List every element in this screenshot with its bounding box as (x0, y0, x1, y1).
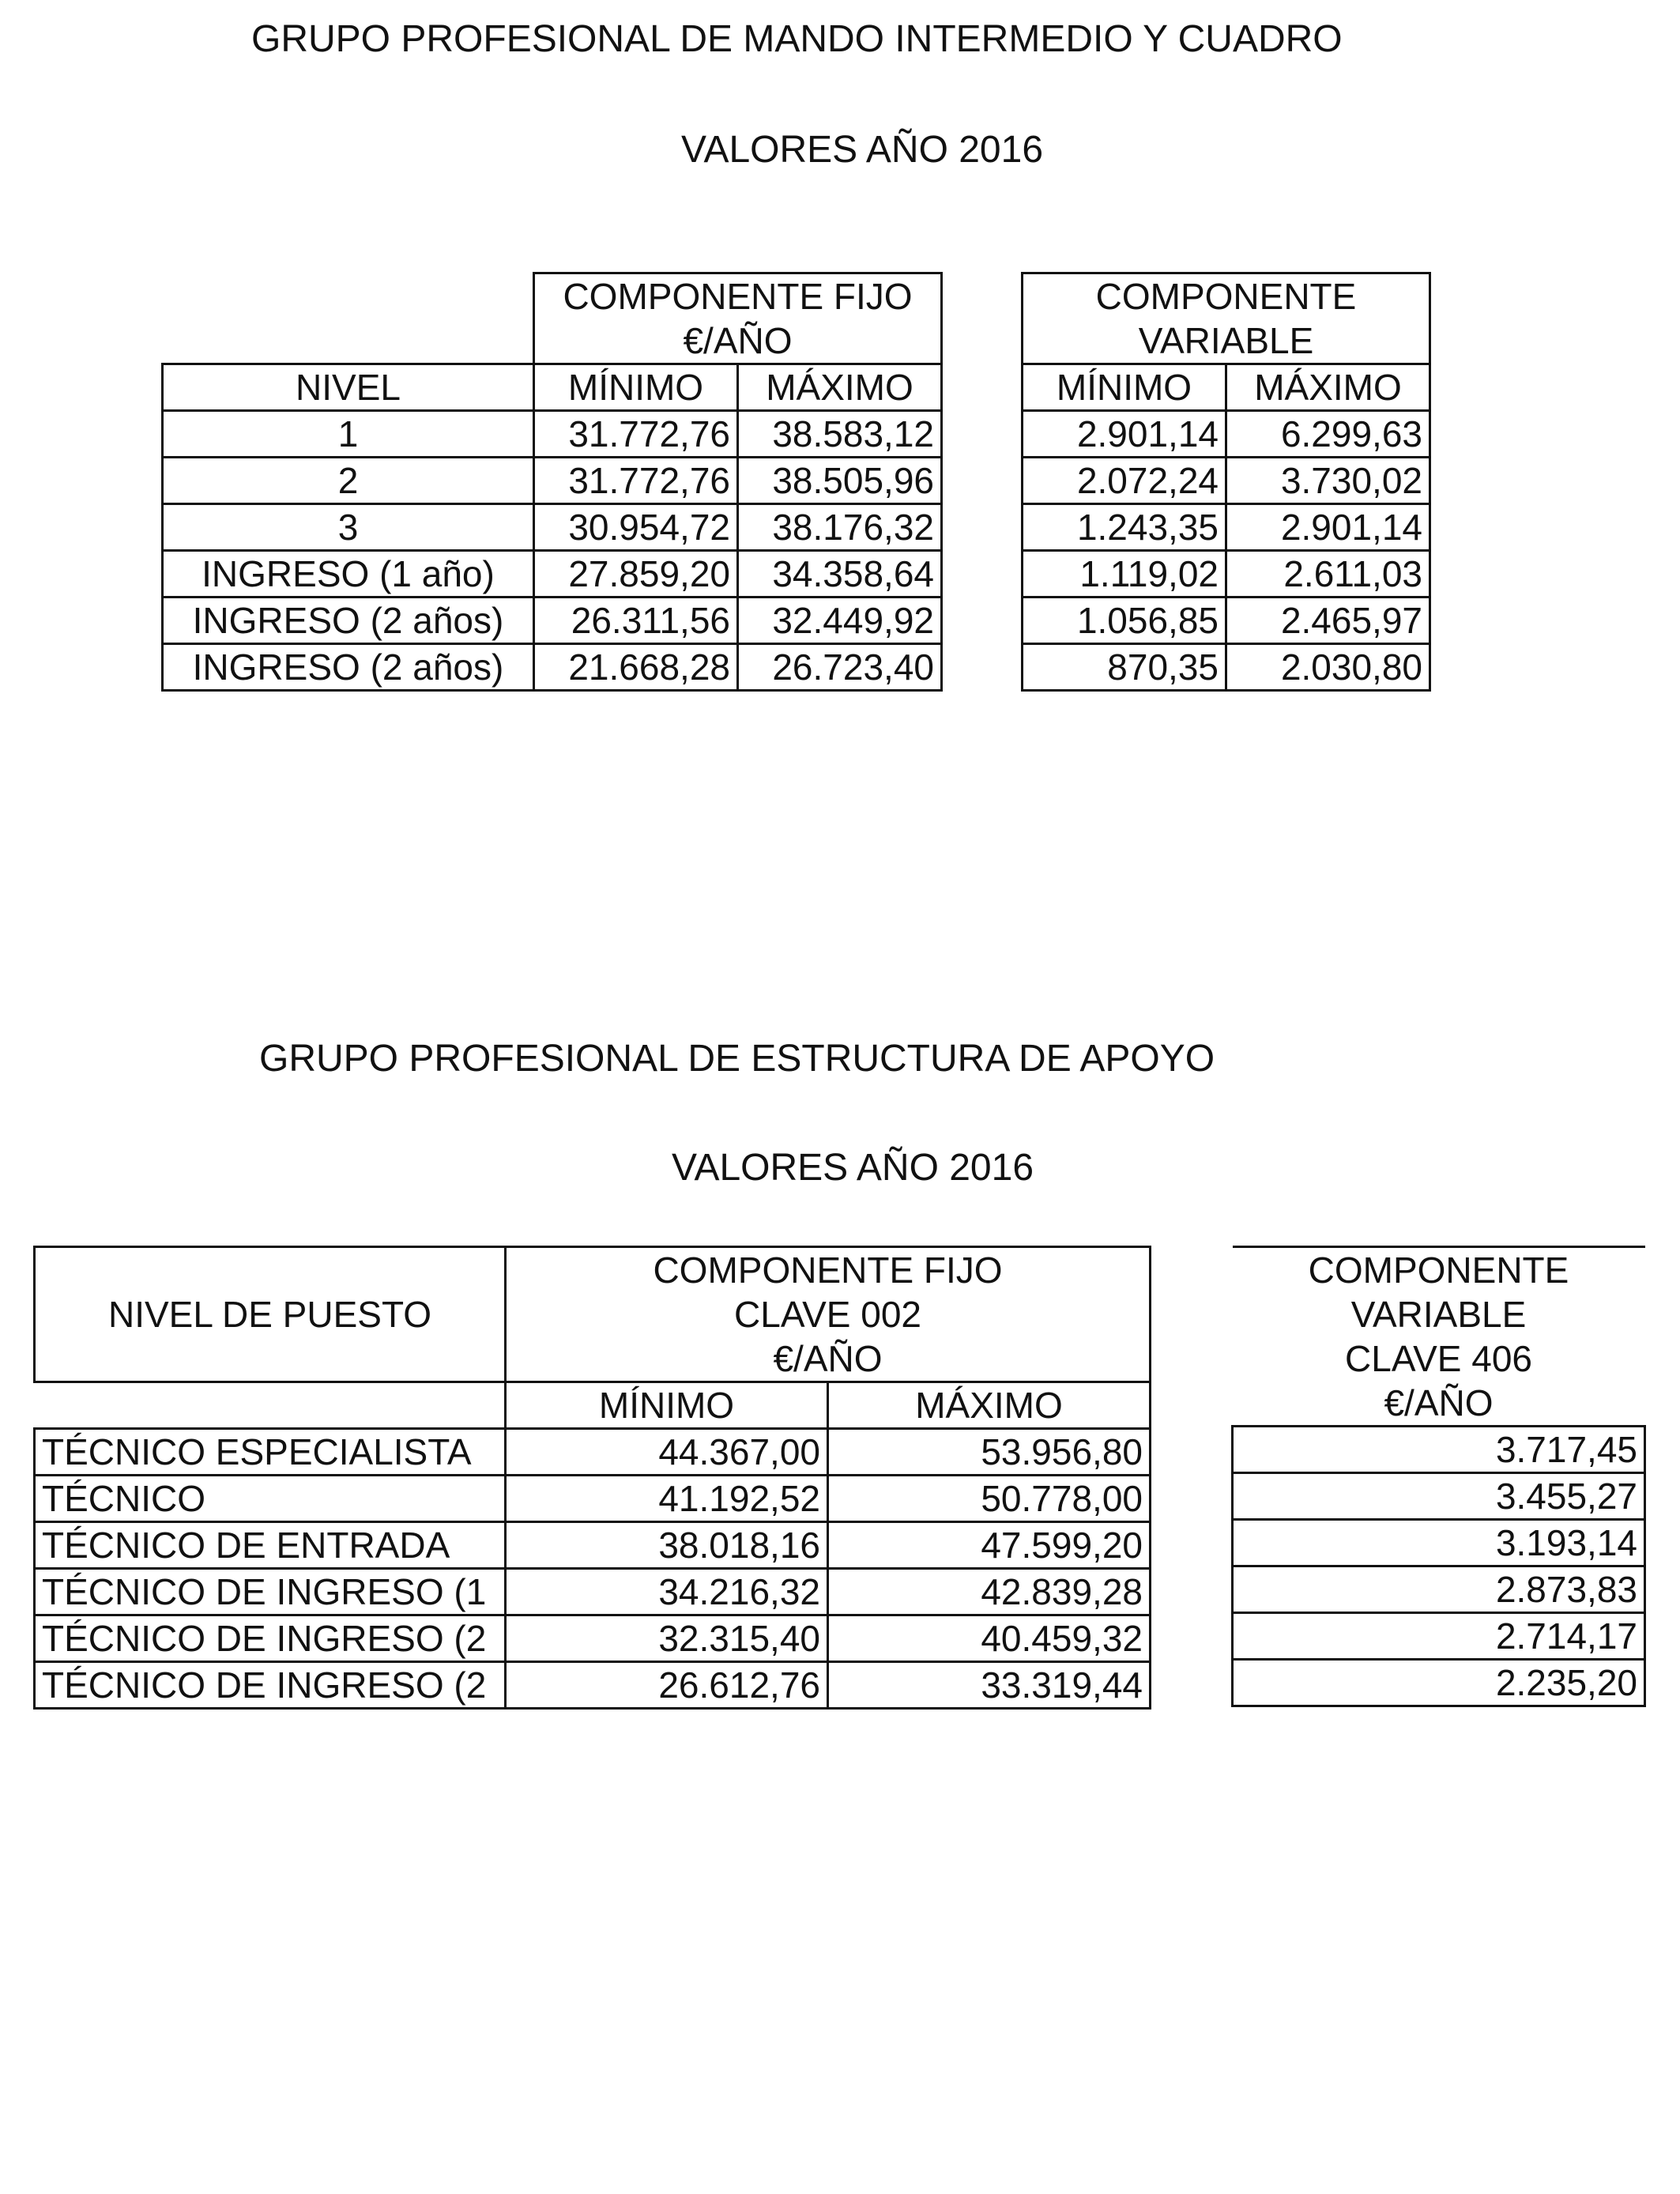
fijo-max-cell: 50.778,00 (828, 1476, 1151, 1522)
section1-title: GRUPO PROFESIONAL DE MANDO INTERMEDIO Y CUADRO (251, 18, 1343, 60)
table-row (163, 551, 942, 598)
table-row (35, 1522, 1151, 1569)
col-max-header: MÁXIMO (738, 364, 942, 411)
table-row (1233, 1427, 1645, 1473)
var-max-cell: 2.901,14 (1226, 504, 1430, 551)
variable-header-line1: COMPONENTE (1023, 273, 1430, 319)
header-spacer (163, 273, 534, 319)
variable-cell: 3.193,14 (1233, 1520, 1645, 1566)
table-row (1233, 1566, 1645, 1613)
var-min-cell: 1.243,35 (1023, 504, 1226, 551)
var-max-cell: 2.030,80 (1226, 644, 1430, 691)
col-max-header: MÁXIMO (1226, 364, 1430, 411)
fijo-min-cell: 31.772,76 (534, 458, 738, 504)
col-nivel-header: NIVEL (163, 364, 534, 411)
variable-cell: 2.235,20 (1233, 1660, 1645, 1706)
table-row (35, 1476, 1151, 1522)
fixed-header-line1: COMPONENTE FIJO (506, 1247, 1151, 1293)
table-row (1233, 1613, 1645, 1660)
variable-header-line3: CLAVE 406 (1345, 1338, 1532, 1379)
nivel-cell: TÉCNICO DE ENTRADA (35, 1522, 506, 1569)
table-row (1023, 411, 1430, 458)
variable-cell: 3.717,45 (1233, 1427, 1645, 1473)
section1-variable-table (1021, 272, 1431, 692)
col-min-header: MÍNIMO (534, 364, 738, 411)
variable-cell: 3.455,27 (1233, 1473, 1645, 1520)
column-header-row (35, 1382, 1151, 1429)
fijo-min-cell: 26.612,76 (506, 1662, 828, 1709)
fijo-max-cell: 33.319,44 (828, 1662, 1151, 1709)
section2-variable-table (1231, 1246, 1646, 1707)
nivel-cell: 1 (163, 411, 534, 458)
table-row (35, 1662, 1151, 1709)
fixed-header-line3: €/AÑO (506, 1336, 1151, 1382)
section2-title: GRUPO PROFESIONAL DE ESTRUCTURA DE APOYO (259, 1038, 1215, 1080)
nivel-cell: TÉCNICO ESPECIALISTA (35, 1429, 506, 1476)
fijo-max-cell: 34.358,64 (738, 551, 942, 598)
nivel-cell: TÉCNICO DE INGRESO (1 (35, 1569, 506, 1615)
fijo-min-cell: 27.859,20 (534, 551, 738, 598)
col-min-header: MÍNIMO (1023, 364, 1226, 411)
table-row (1023, 458, 1430, 504)
variable-cell: 2.873,83 (1233, 1566, 1645, 1613)
variable-header-line2: VARIABLE (1023, 319, 1430, 364)
nivel-cell: TÉCNICO DE INGRESO (2 (35, 1615, 506, 1662)
var-max-cell: 2.465,97 (1226, 598, 1430, 644)
nivel-cell: 3 (163, 504, 534, 551)
fixed-header-line2: €/AÑO (534, 319, 942, 364)
fijo-min-cell: 44.367,00 (506, 1429, 828, 1476)
variable-header-line4: €/AÑO (1384, 1382, 1494, 1423)
table-row (1233, 1473, 1645, 1520)
fijo-max-cell: 40.459,32 (828, 1615, 1151, 1662)
fijo-min-cell: 30.954,72 (534, 504, 738, 551)
table-row (1023, 504, 1430, 551)
table-row (35, 1429, 1151, 1476)
table-row (1023, 598, 1430, 644)
fijo-max-cell: 38.505,96 (738, 458, 942, 504)
table-row (1233, 1660, 1645, 1706)
var-min-cell: 2.072,24 (1023, 458, 1226, 504)
header-spacer (163, 319, 534, 364)
variable-header-line2: VARIABLE (1350, 1294, 1527, 1335)
section2-subtitle: VALORES AÑO 2016 (672, 1147, 1034, 1189)
table-row (163, 411, 942, 458)
column-header-row (163, 364, 942, 411)
column-header-row (1023, 364, 1430, 411)
var-min-cell: 1.056,85 (1023, 598, 1226, 644)
nivel-cell: INGRESO (1 año) (163, 551, 534, 598)
fijo-min-cell: 32.315,40 (506, 1615, 828, 1662)
var-min-cell: 1.119,02 (1023, 551, 1226, 598)
var-max-cell: 3.730,02 (1226, 458, 1430, 504)
nivel-cell: 2 (163, 458, 534, 504)
fijo-max-cell: 42.839,28 (828, 1569, 1151, 1615)
fijo-max-cell: 47.599,20 (828, 1522, 1151, 1569)
variable-cell: 2.714,17 (1233, 1613, 1645, 1660)
var-max-cell: 2.611,03 (1226, 551, 1430, 598)
table-row (35, 1569, 1151, 1615)
nivel-cell: TÉCNICO (35, 1476, 506, 1522)
var-min-cell: 870,35 (1023, 644, 1226, 691)
fijo-max-cell: 38.176,32 (738, 504, 942, 551)
table-row (35, 1615, 1151, 1662)
nivel-cell: TÉCNICO DE INGRESO (2 (35, 1662, 506, 1709)
fijo-min-cell: 31.772,76 (534, 411, 738, 458)
nivel-cell: INGRESO (2 años) (163, 598, 534, 644)
table-row (163, 458, 942, 504)
fixed-header-line2: CLAVE 002 (506, 1292, 1151, 1336)
var-max-cell: 6.299,63 (1226, 411, 1430, 458)
fijo-min-cell: 34.216,32 (506, 1569, 828, 1615)
fijo-max-cell: 53.956,80 (828, 1429, 1151, 1476)
section1-subtitle: VALORES AÑO 2016 (681, 129, 1044, 171)
table-row (163, 598, 942, 644)
table-row (163, 504, 942, 551)
fijo-max-cell: 32.449,92 (738, 598, 942, 644)
col-min-header: MÍNIMO (506, 1382, 828, 1429)
table-row (1233, 1520, 1645, 1566)
var-min-cell: 2.901,14 (1023, 411, 1226, 458)
fijo-min-cell: 21.668,28 (534, 644, 738, 691)
table-row (1023, 551, 1430, 598)
fijo-min-cell: 38.018,16 (506, 1522, 828, 1569)
fijo-min-cell: 41.192,52 (506, 1476, 828, 1522)
table-row (1023, 644, 1430, 691)
fixed-header-line1: COMPONENTE FIJO (534, 273, 942, 319)
section1-fixed-table (161, 272, 943, 692)
header-spacer (35, 1382, 506, 1429)
table-row (163, 644, 942, 691)
variable-header-line1: COMPONENTE (1233, 1247, 1645, 1293)
fijo-min-cell: 26.311,56 (534, 598, 738, 644)
col-max-header: MÁXIMO (828, 1382, 1151, 1429)
fijo-max-cell: 38.583,12 (738, 411, 942, 458)
section2-fixed-table (33, 1246, 1151, 1710)
fijo-max-cell: 26.723,40 (738, 644, 942, 691)
nivel-cell: INGRESO (2 años) (163, 644, 534, 691)
col-nivel-puesto-header: NIVEL DE PUESTO (35, 1247, 506, 1382)
